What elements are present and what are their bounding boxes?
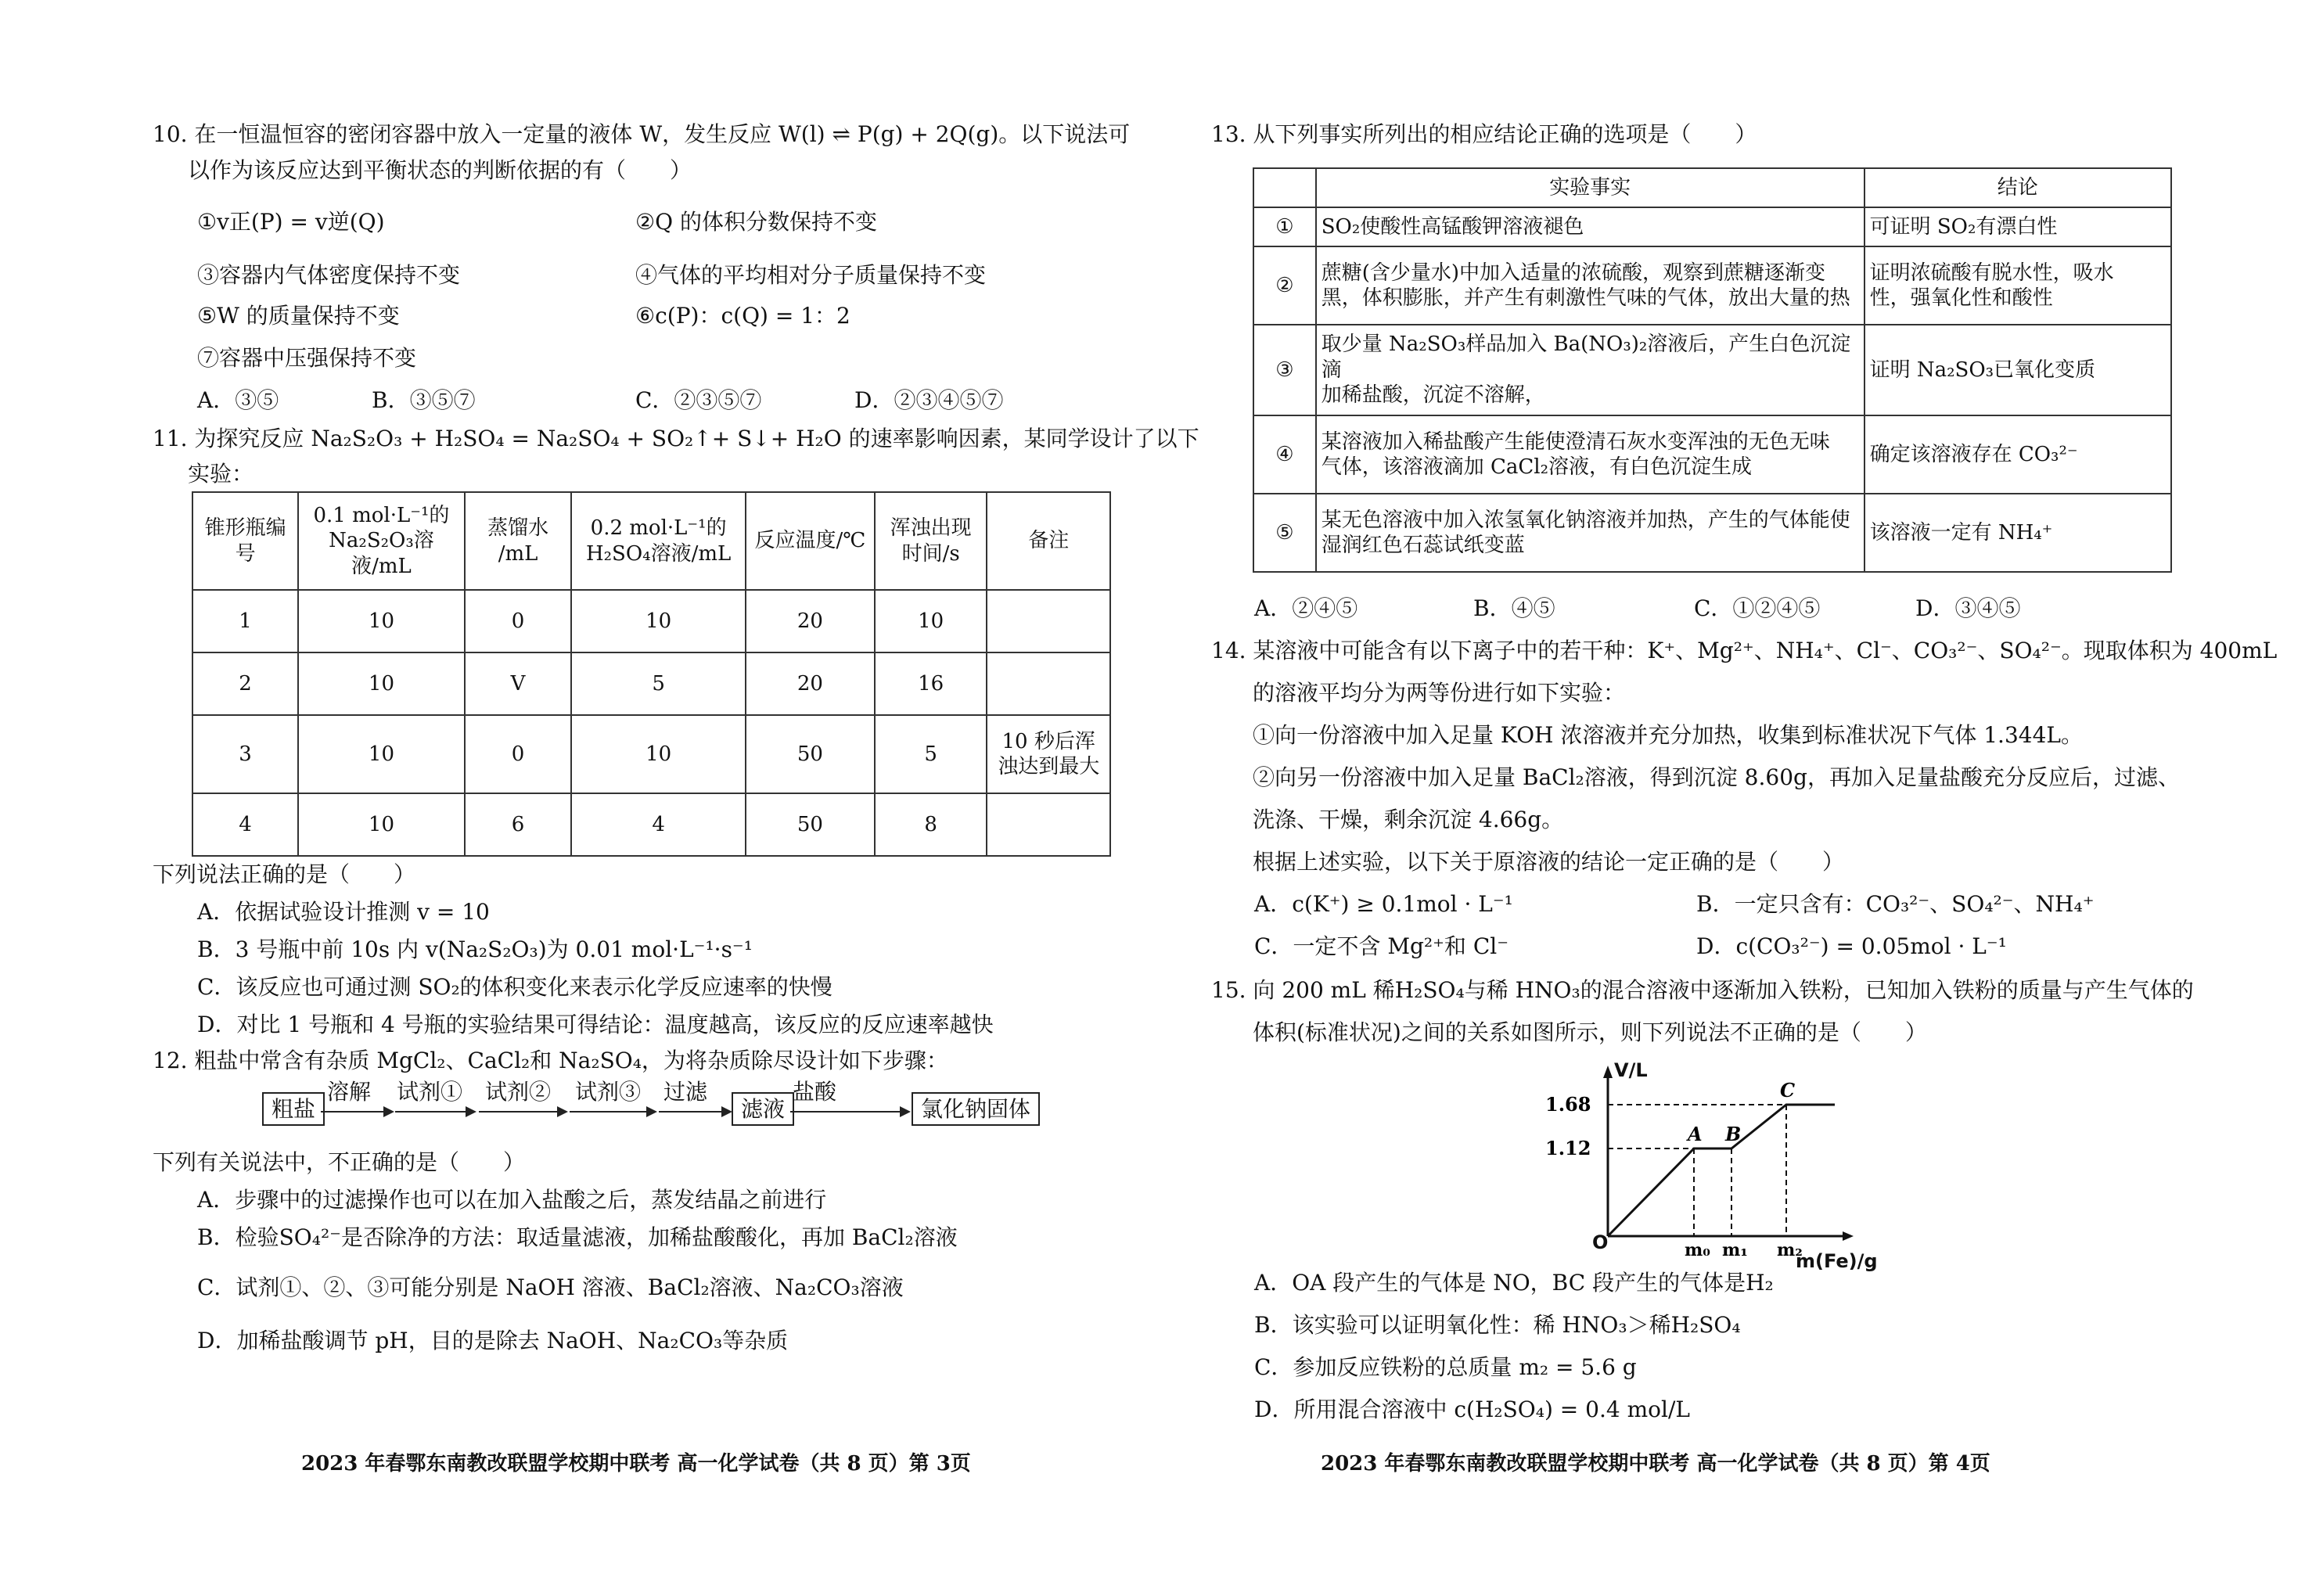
q14-option-c[interactable]: C．一定不含 Mg²⁺和 Cl⁻: [1254, 933, 1508, 959]
q13-facts-table: [1253, 167, 2172, 573]
exam-page-4: [1152, 0, 2305, 1596]
row-number: ④: [1253, 415, 1316, 494]
table-header-row: [1253, 168, 2171, 207]
fact-cell: [1316, 325, 1864, 415]
fact-line: 湿润红色石蕊试纸变蓝: [1321, 534, 1525, 557]
table-cell: 20: [746, 590, 875, 652]
flow-arrow-head: [900, 1106, 911, 1117]
q14-experiment-2-line2: 洗涤、干燥，剩余沉淀 4.66g。: [1253, 807, 1564, 832]
header-line: 备注: [1028, 529, 1070, 553]
table-row: [192, 793, 1110, 856]
table-cell: 0: [465, 590, 572, 652]
header-line: 蒸馏水: [487, 516, 549, 540]
fact-line: 某无色溶液中加入浓氢氧化钠溶液并加热，产生的气体能使: [1321, 508, 1850, 532]
table-cell: 10: [571, 590, 746, 652]
table-row: [1253, 246, 2171, 325]
table-cell-note: [987, 715, 1110, 793]
q13-stem: 13. 从下列事实所列出的相应结论正确的选项是（ ）: [1211, 121, 1757, 147]
q15-stem-line1: 15. 向 200 mL 稀H₂SO₄与稀 HNO₃的混合溶液中逐渐加入铁粉，已知加入铁粉的质量与产生气体的: [1211, 977, 2194, 1003]
q10-option-c[interactable]: C．②③⑤⑦: [635, 387, 762, 413]
table-cell: 1: [192, 590, 298, 652]
table-cell: 5: [571, 652, 746, 715]
conclusion-line: 该溶液一定有 NH₄⁺: [1869, 520, 2053, 545]
q14-option-a[interactable]: A．c(K⁺) ≥ 0.1mol · L⁻¹: [1254, 891, 1513, 917]
table-header-cell: [298, 492, 465, 590]
y-tick-label: 1.68: [1545, 1093, 1591, 1116]
q13-option-c[interactable]: C．①②④⑤: [1694, 595, 1821, 621]
fact-line: 蔗糖(含少量水)中加入适量的浓硫酸，观察到蔗糖逐渐变: [1321, 261, 1826, 285]
table-cell: 5: [875, 715, 987, 793]
flow-arrow: [790, 1111, 900, 1113]
y-axis-label: V/L: [1614, 1059, 1648, 1081]
table-cell: 20: [746, 652, 875, 715]
flow-arrow-head: [466, 1106, 476, 1117]
flow-label-dissolve: 溶解: [327, 1079, 372, 1105]
table-cell: V: [465, 652, 572, 715]
q10-option-d[interactable]: D．②③④⑤⑦: [854, 387, 1004, 413]
table-cell: 10: [298, 793, 465, 856]
series-line: [1608, 1105, 1835, 1236]
header-line: 反应温度/℃: [754, 529, 866, 553]
q10-item-3: ③容器内气体密度保持不变: [197, 262, 461, 288]
table-header-cell: [746, 492, 875, 590]
flow-label-reagent-1: 试剂①: [397, 1079, 463, 1105]
q11-question: 下列说法正确的是（ ）: [153, 861, 416, 887]
note-line: 浊达到最大: [998, 755, 1100, 778]
q11-option-b[interactable]: B．3 号瓶中前 10s 内 v(Na₂S₂O₃)为 0.01 mol·L⁻¹·s⁻¹: [197, 936, 753, 962]
x-axis-label: m(Fe)/g: [1796, 1250, 1878, 1272]
conclusion-cell: [1864, 325, 2171, 415]
header-line: 号: [235, 541, 256, 566]
page-footer-4: 2023 年春鄂东南教改联盟学校期中联考 高一化学试卷（共 8 页）第 4页: [1321, 1452, 1990, 1476]
q15-option-d[interactable]: D．所用混合溶液中 c(H₂SO₄) = 0.4 mol/L: [1254, 1396, 1690, 1422]
q10-item-6: ⑥c(P)：c(Q) = 1：2: [635, 303, 850, 329]
flow-arrow: [479, 1111, 557, 1113]
q15-option-c[interactable]: C．参加反应铁粉的总质量 m₂ = 5.6 g: [1254, 1354, 1637, 1380]
conclusion-line: 确定该溶液存在 CO₃²⁻: [1869, 442, 2078, 466]
conclusion-line: 证明 Na₂SO₃已氧化变质: [1869, 358, 2096, 382]
table-cell: 10: [571, 715, 746, 793]
q10-item-4: ④气体的平均相对分子质量保持不变: [635, 262, 987, 288]
fact-line: 加稀盐酸，沉淀不溶解，: [1321, 383, 1545, 408]
fact-line: 黑，体积膨胀，并产生有刺激性气味的气体，放出大量的热: [1321, 286, 1850, 310]
row-number: ②: [1253, 246, 1316, 325]
conclusion-line: 性，强氧化性和酸性: [1869, 286, 2053, 310]
table-header-conclusion: 结论: [1864, 168, 2171, 207]
table-header-cell: [192, 492, 298, 590]
table-cell: 0: [465, 715, 572, 793]
q15-option-b[interactable]: B．该实验可以证明氧化性：稀 HNO₃＞稀H₂SO₄: [1254, 1312, 1741, 1338]
q14-question: 根据上述实验，以下关于原溶液的结论一定正确的是（ ）: [1253, 849, 1845, 875]
q11-option-d[interactable]: D．对比 1 号瓶和 4 号瓶的实验结果可得结论：温度越高，该反应的反应速率越快: [197, 1012, 994, 1037]
conclusion-cell: [1864, 415, 2171, 494]
table-cell: 4: [192, 793, 298, 856]
q15-stem-line2: 体积(标准状况)之间的关系如图所示，则下列说法不正确的是（ ）: [1253, 1019, 1927, 1045]
table-cell: 50: [746, 793, 875, 856]
table-cell: 10: [298, 652, 465, 715]
conclusion-line: 可证明 SO₂有漂白性: [1869, 214, 2058, 239]
point-label-b: B: [1725, 1123, 1742, 1145]
table-header-cell: [987, 492, 1110, 590]
y-axis-arrow: [1603, 1066, 1613, 1078]
flow-arrow-head: [721, 1106, 732, 1117]
flow-arrow-head: [646, 1106, 657, 1117]
q10-item-2: ②Q 的体积分数保持不变: [635, 209, 877, 235]
table-row: [192, 590, 1110, 652]
q11-stem-line1: 11. 为探究反应 Na₂S₂O₃ + H₂SO₄ = Na₂SO₄ + SO₂↑+ S↓+ H₂O 的速率影响因素，某同学设计了以下: [153, 426, 1199, 451]
q10-stem-line2: 以作为该反应达到平衡状态的判断依据的有（ ）: [188, 157, 692, 183]
header-line: 0.1 mol·L⁻¹的: [313, 503, 450, 527]
table-row: [1253, 325, 2171, 415]
point-label-a: A: [1688, 1123, 1703, 1145]
table-header-fact: 实验事实: [1316, 168, 1864, 207]
q11-option-a[interactable]: A．依据试验设计推测 v = 10: [197, 899, 490, 925]
q10-item-7: ⑦容器中压强保持不变: [197, 345, 417, 371]
q12-option-a[interactable]: A．步骤中的过滤操作也可以在加入盐酸之后，蒸发结晶之前进行: [197, 1187, 827, 1213]
table-cell: 16: [875, 652, 987, 715]
q14-experiment-2-line1: ②向另一份溶液中加入足量 BaCl₂溶液，得到沉淀 8.60g，再加入足量盐酸充分反应后，过滤、: [1253, 764, 2180, 790]
header-line: Na₂S₂O₃溶液/mL: [329, 529, 434, 578]
q12-stem: 12. 粗盐中常含有杂质 MgCl₂、CaCl₂和 Na₂SO₄，为将杂质除尽设计如下步骤：: [153, 1048, 948, 1073]
flow-arrow-head: [557, 1106, 568, 1117]
q10-option-a[interactable]: A．③⑤: [197, 387, 279, 413]
header-line: 锥形瓶编: [204, 516, 286, 540]
flow-arrow: [659, 1111, 721, 1113]
q10-stem-line1: 10. 在一恒温恒容的密闭容器中放入一定量的液体 W，发生反应 W(l) ⇌ P(g) + 2Q(g)。以下说法可: [153, 121, 1131, 147]
table-cell: [987, 590, 1110, 652]
q11-experiment-table: [192, 491, 1111, 857]
q13-option-d[interactable]: D．③④⑤: [1915, 595, 2021, 621]
row-number: ③: [1253, 325, 1316, 415]
flow-arrow: [395, 1111, 466, 1113]
table-cell: 8: [875, 793, 987, 856]
header-line: 时间/s: [901, 541, 960, 566]
header-line: /mL: [498, 541, 538, 566]
table-header-row: [192, 492, 1110, 590]
fact-line: 取少量 Na₂SO₃样品加入 Ba(NO₃)₂溶液后，产生白色沉淀滴: [1321, 332, 1851, 382]
origin-label: O: [1592, 1231, 1609, 1253]
q12-option-c[interactable]: C．试剂①、②、③可能分别是 NaOH 溶液、BaCl₂溶液、Na₂CO₃溶液: [197, 1274, 904, 1300]
table-cell: 10: [298, 590, 465, 652]
header-line: H₂SO₄溶液/mL: [585, 541, 732, 566]
fact-line: SO₂使酸性高锰酸钾溶液褪色: [1321, 214, 1584, 239]
q14-stem-line1: 14. 某溶液中可能含有以下离子中的若干种：K⁺、Mg²⁺、NH₄⁺、Cl⁻、CO₃²⁻、SO₄²⁻。现取体积为 400mL: [1211, 638, 2278, 663]
note-line: 10 秒后浑: [1001, 729, 1095, 753]
fact-line: 气体，该溶液滴加 CaCl₂溶液，有白色沉淀生成: [1321, 455, 1753, 479]
point-label-c: C: [1780, 1079, 1796, 1102]
y-tick-label: 1.12: [1545, 1137, 1591, 1159]
q13-option-b[interactable]: B．④⑤: [1473, 595, 1555, 621]
row-number: ①: [1253, 207, 1316, 246]
flow-label-hydrochloric-acid: 盐酸: [793, 1079, 837, 1105]
table-row: [192, 715, 1110, 793]
table-header-cell: [1253, 168, 1316, 207]
q11-option-c[interactable]: C．该反应也可通过测 SO₂的体积变化来表示化学反应速率的快慢: [197, 974, 832, 1000]
conclusion-cell: [1864, 246, 2171, 325]
flow-label-reagent-2: 试剂②: [485, 1079, 552, 1105]
table-row: [1253, 207, 2171, 246]
table-cell: [987, 652, 1110, 715]
table-cell: [987, 793, 1110, 856]
header-line: 0.2 mol·L⁻¹的: [590, 516, 727, 540]
row-number: ⑤: [1253, 494, 1316, 572]
flow-label-filter: 过滤: [663, 1079, 708, 1105]
flow-box-crude-salt: 粗盐: [262, 1092, 325, 1126]
q10-item-1: ①v正(P) = v逆(Q): [197, 209, 385, 235]
fact-cell: [1316, 494, 1864, 572]
flow-arrow: [570, 1111, 646, 1113]
q12-question: 下列有关说法中，不正确的是（ ）: [153, 1149, 526, 1175]
fact-cell: [1316, 415, 1864, 494]
table-cell: 2: [192, 652, 298, 715]
fact-line: 某溶液加入稀盐酸产生能使澄清石灰水变浑浊的无色无味: [1321, 430, 1830, 454]
table-cell: 6: [465, 793, 572, 856]
q14-option-d[interactable]: D．c(CO₃²⁻) = 0.05mol · L⁻¹: [1696, 933, 2007, 959]
x-axis-arrow: [1843, 1231, 1854, 1241]
table-cell: 50: [746, 715, 875, 793]
q10-option-b[interactable]: B．③⑤⑦: [372, 387, 476, 413]
q13-option-a[interactable]: A．②④⑤: [1254, 595, 1358, 621]
table-header-cell: [465, 492, 572, 590]
table-header-cell: [571, 492, 746, 590]
fact-cell: [1316, 207, 1864, 246]
flow-arrow: [321, 1111, 383, 1113]
table-cell: 4: [571, 793, 746, 856]
flow-box-nacl-solid: 氯化钠固体: [912, 1092, 1040, 1126]
flow-box-filtrate: 滤液: [732, 1092, 794, 1126]
table-cell: 10: [875, 590, 987, 652]
q12-option-d[interactable]: D．加稀盐酸调节 pH，目的是除去 NaOH、Na₂CO₃等杂质: [197, 1328, 789, 1353]
table-row: [192, 652, 1110, 715]
table-row: [1253, 415, 2171, 494]
q14-stem-line2: 的溶液平均分为两等份进行如下实验：: [1253, 680, 1626, 706]
q10-item-5: ⑤W 的质量保持不变: [197, 303, 400, 329]
flow-arrow-head: [383, 1106, 394, 1117]
table-cell: 10: [298, 715, 465, 793]
q11-stem-line2: 实验：: [188, 461, 254, 487]
q14-option-b[interactable]: B．一定只含有：CO₃²⁻、SO₄²⁻、NH₄⁺: [1696, 891, 2095, 917]
header-line: 浑浊出现: [890, 516, 972, 540]
x-tick-label: m₀: [1685, 1240, 1710, 1260]
fact-cell: [1316, 246, 1864, 325]
x-tick-label: m₁: [1722, 1240, 1748, 1260]
conclusion-cell: [1864, 207, 2171, 246]
table-cell: 3: [192, 715, 298, 793]
q14-experiment-1: ①向一份溶液中加入足量 KOH 浓溶液并充分加热，收集到标准状况下气体 1.344L。: [1253, 722, 2083, 748]
x-tick-label: m₂: [1777, 1240, 1803, 1260]
q12-option-b[interactable]: B．检验SO₄²⁻是否除净的方法：取适量滤液，加稀盐酸酸化，再加 BaCl₂溶液: [197, 1224, 958, 1250]
q15-option-a[interactable]: A．OA 段产生的气体是 NO，BC 段产生的气体是H₂: [1254, 1270, 1774, 1296]
flow-label-reagent-3: 试剂③: [575, 1079, 642, 1105]
page-footer-3: 2023 年春鄂东南教改联盟学校期中联考 高一化学试卷（共 8 页）第 3页: [301, 1452, 971, 1476]
table-header-cell: [875, 492, 987, 590]
table-row: [1253, 494, 2171, 572]
q15-volume-mass-graph: [1537, 1056, 1878, 1275]
conclusion-line: 证明浓硫酸有脱水性，吸水: [1869, 261, 2114, 285]
conclusion-cell: [1864, 494, 2171, 572]
